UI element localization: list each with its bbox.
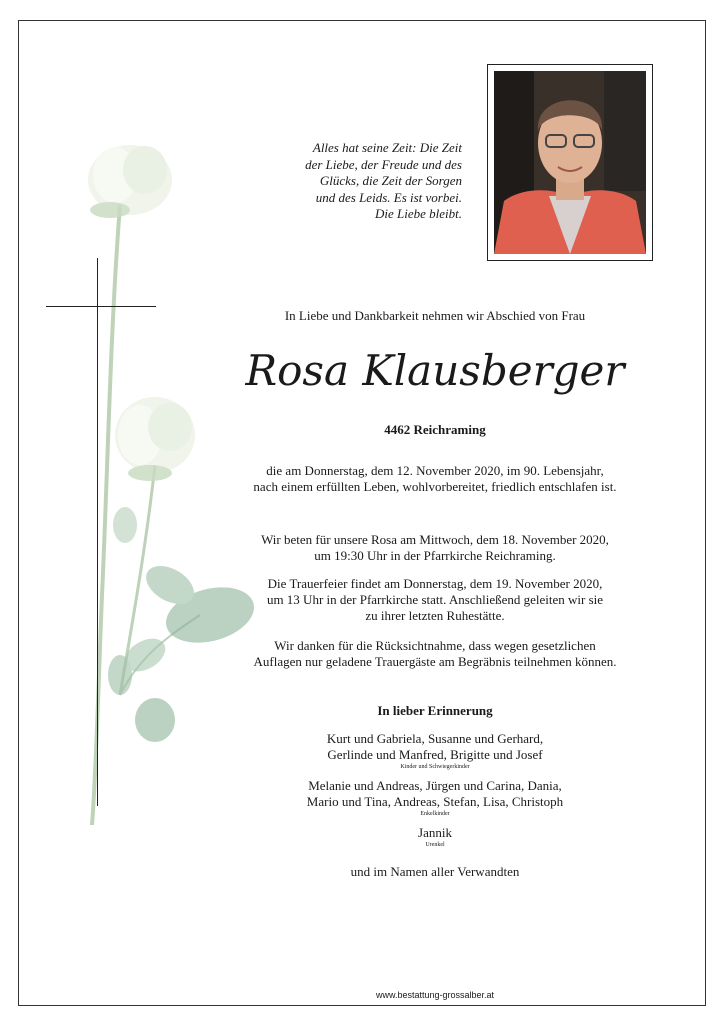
- family-role: Enkelkinder: [420, 811, 450, 817]
- family-group-grandchildren: [220, 778, 650, 818]
- family-line: Gerlinde und Manfred, Brigitte und Josef: [327, 747, 543, 762]
- portrait-photo: [494, 71, 646, 254]
- memory-heading: In lieber Erinnerung: [377, 703, 493, 718]
- funeral-info: Die Trauerfeier findet am Donnerstag, dem 19. November 2020, um 13 Uhr in der Pfarrkirche statt. Anschließend geleiten wir sie zu ihrer letzten Ruhestätte.: [266, 576, 604, 623]
- closing-line: und im Namen aller Verwandten: [350, 864, 520, 879]
- cross-vertical-bar: [97, 258, 98, 806]
- family-role: Kinder und Schwiegerkinder: [400, 764, 470, 770]
- intro-line: In Liebe und Dankbarkeit nehmen wir Abschied von Frau: [284, 308, 586, 323]
- family-line: Kurt und Gabriela, Susanne und Gerhard,: [326, 731, 544, 746]
- portrait-frame: [487, 64, 653, 261]
- family-line: Mario und Tina, Andreas, Stefan, Lisa, Christoph: [306, 794, 564, 809]
- rose-blossom-lower: [115, 397, 195, 481]
- prayer-info: Wir beten für unsere Rosa am Mittwoch, dem 18. November 2020, um 19:30 Uhr in der Pfarrkirche Reichraming.: [261, 532, 609, 563]
- cross-horizontal-bar: [46, 306, 156, 307]
- death-announcement: die am Donnerstag, dem 12. November 2020, im 90. Lebensjahr, nach einem erfüllten Leben, wohlvorbereitet, friedlich entschlafen ist.: [253, 463, 617, 494]
- thanks-note: Wir danken für die Rücksichtnahme, dass wegen gesetzlichen Auflagen nur geladene Trauergäste am Begräbnis teilnehmen können.: [253, 638, 617, 669]
- family-line: Melanie und Andreas, Jürgen und Carina, Dania,: [308, 778, 562, 793]
- deceased-name: Rosa Klausberger: [245, 346, 625, 395]
- family-line: Jannik: [418, 825, 452, 840]
- residence: 4462 Reichraming: [384, 422, 486, 437]
- family-group-great-grandchildren: [220, 825, 650, 849]
- rose-blossom-top: [88, 145, 172, 218]
- family-group-children: [220, 731, 650, 771]
- footer-website: www.bestattung-grossalber.at: [375, 990, 495, 1000]
- memorial-quote: Alles hat seine Zeit: Die Zeit der Liebe, der Freude und des Glücks, die Zeit der Sorgen und des Leids. Es ist vorbei. Die Liebe bleibt.: [305, 140, 462, 221]
- family-role: Urenkel: [425, 842, 445, 848]
